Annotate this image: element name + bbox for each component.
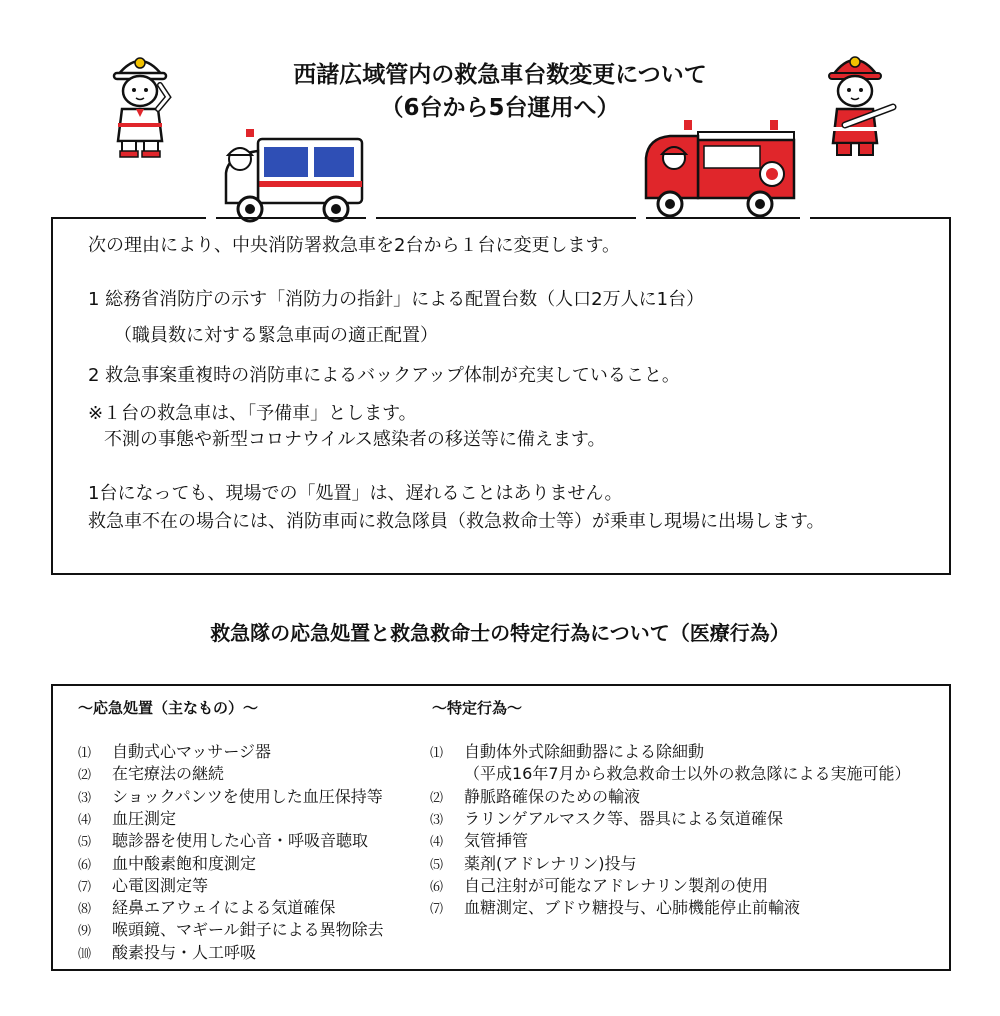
list-item-text: （平成16年7月から救急救命士以外の救急隊による実施可能）	[464, 764, 911, 784]
notice-reason-2: 2 救急事案重複時の消防車によるバックアップ体制が充実していること。	[88, 365, 680, 386]
notice-closing-1: 1台になっても、現場での「処置」は、遅れることはありません。	[88, 483, 623, 504]
list-item-number: ⑵	[430, 790, 444, 806]
list-item-text: 気管挿管	[464, 831, 529, 851]
list-item	[78, 763, 224, 786]
list-item-number: ⑷	[430, 835, 444, 851]
firefighter-with-hose-icon	[815, 45, 905, 163]
list-item	[430, 741, 704, 764]
list-item-number: ⑺	[78, 879, 92, 895]
list-item-number: ⑸	[78, 835, 92, 851]
notice-note-1: ※１台の救急車は、「予備車」とします。	[88, 403, 417, 424]
list-item-number: ⑶	[430, 812, 444, 828]
list-item-number: ⑴	[430, 746, 444, 761]
list-item	[430, 875, 768, 898]
list-item-number: ⑴	[78, 746, 92, 761]
list-item	[78, 853, 256, 876]
list-item	[78, 741, 271, 764]
list-item	[430, 763, 911, 784]
ambulance-icon	[218, 125, 368, 223]
list-item-number: ⑶	[78, 790, 92, 806]
list-item-text: 自動式心マッサージ器	[112, 742, 272, 761]
list-item-number: ⑸	[430, 857, 444, 873]
list-item-number: ⑷	[78, 812, 92, 828]
notice-intro: 次の理由により、中央消防署救急車を2台から１台に変更します。	[88, 235, 621, 256]
list-item-text: 酸素投与・人工呼吸	[112, 942, 257, 962]
list-item-text: 静脈路確保のための輸液	[464, 786, 641, 806]
list-item-number: ⑼	[78, 924, 92, 940]
list-item-number: ⑹	[78, 857, 92, 873]
fire-engine-icon	[640, 118, 800, 220]
list-item-text: 自動体外式除細動器による除細動	[464, 742, 705, 761]
firefighter-saluting-icon	[100, 45, 180, 160]
list-item-number: ⑺	[430, 902, 444, 918]
list-item	[430, 808, 783, 831]
list-item-number: ⑽	[78, 946, 92, 962]
list-item	[78, 808, 176, 831]
notice-reason-1: 1 総務省消防庁の示す「消防力の指針」による配置台数（人口2万人に1台）	[88, 289, 705, 310]
list-item-text: 血中酸素飽和度測定	[112, 853, 257, 873]
list-item	[430, 897, 800, 920]
list-item-text: 在宅療法の継続	[112, 764, 225, 784]
notice-reason-1-note: （職員数に対する緊急車両の適正配置）	[114, 325, 438, 346]
list-item	[430, 830, 528, 853]
list-item	[78, 786, 383, 809]
section-title: 救急隊の応急処置と救急救命士の特定行為について（医療行為）	[210, 621, 790, 645]
list-item-text: 聴診器を使用した心音・呼吸音聴取	[112, 831, 369, 851]
list-item-text: ラリンゲアルマスク等、器具による気道確保	[464, 808, 784, 828]
notice-note-2: 不測の事態や新型コロナウイルス感染者の移送等に備えます。	[104, 429, 606, 450]
list-item	[78, 897, 335, 920]
list-item-number: ⑻	[78, 902, 92, 918]
page-title-line1: 西諸広域管内の救急車台数変更について	[293, 62, 707, 88]
list-item	[430, 786, 640, 809]
list-item	[78, 875, 208, 898]
list-item	[430, 853, 637, 876]
list-item-text: 経鼻エアウェイによる気道確保	[112, 898, 336, 918]
list-item-text: 心電図測定等	[112, 875, 209, 895]
list-item	[78, 942, 256, 965]
list-item-text: 薬剤(アドレナリン)投与	[464, 853, 637, 873]
list-item-text: 自己注射が可能なアドレナリン製剤の使用	[464, 875, 769, 895]
list-item	[78, 919, 384, 942]
list-item-text: ショックパンツを使用した血圧保持等	[112, 786, 383, 806]
notice-closing-2: 救急車不在の場合には、消防車両に救急隊員（救急救命士等）が乗車し現場に出場します。	[88, 511, 825, 532]
list-item-text: 血糖測定、ブドウ糖投与、心肺機能停止前輸液	[464, 898, 801, 918]
list-item-text: 喉頭鏡、マギール鉗子による異物除去	[112, 920, 384, 940]
list-item-number: ⑵	[78, 768, 92, 784]
list-item	[78, 830, 368, 853]
first-aid-heading: ～応急処置（主なもの）～	[78, 699, 259, 717]
specific-acts-heading: ～特定行為～	[432, 699, 523, 717]
list-item-number: ⑹	[430, 879, 444, 895]
page-title-line2: （6台から5台運用へ）	[380, 95, 620, 121]
list-item-text: 血圧測定	[112, 808, 177, 828]
